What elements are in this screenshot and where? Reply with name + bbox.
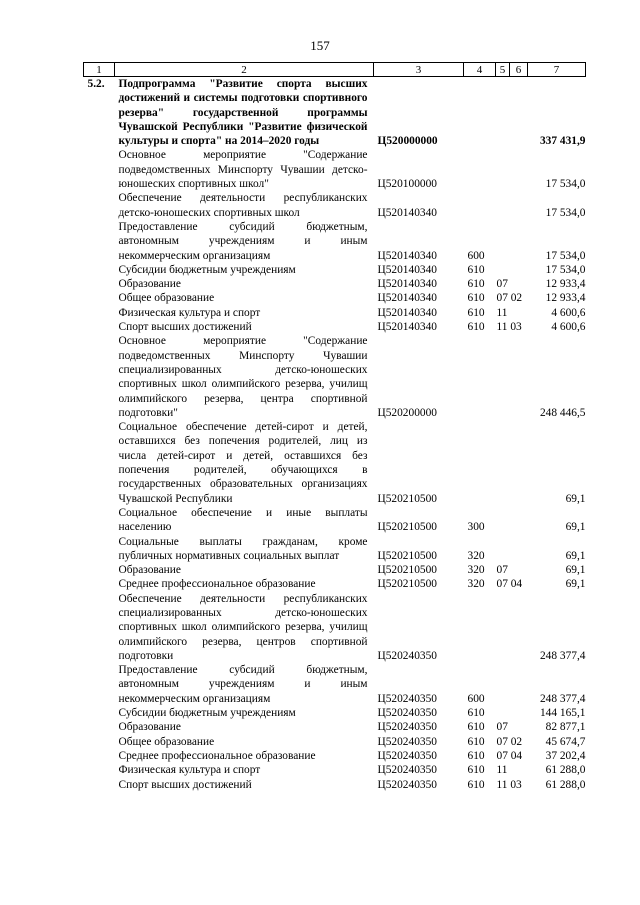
- row-number: [84, 720, 115, 734]
- table-header: [84, 63, 586, 77]
- header-col-7: 7: [528, 63, 586, 77]
- row-name: Обеспечение деятельности республиканских детско-юношеских спортивных школ: [118, 192, 368, 219]
- row-code: Ц520100000: [377, 178, 437, 191]
- row-section: 07: [496, 278, 508, 291]
- row-amount: 61 288,0: [545, 764, 586, 777]
- row-code: Ц520240350: [377, 649, 437, 662]
- row-group: 320: [467, 564, 485, 577]
- row-section: [496, 334, 528, 420]
- row-number: [84, 563, 115, 577]
- table-row: [84, 420, 586, 506]
- row-name: Подпрограмма "Развитие спорта высших достижений и системы подготовки спортивного резерва" государственной программы Чувашской Республики "Развитие физической культуры и спорта" на 2014–2020 годы: [118, 78, 368, 148]
- table-row: [84, 720, 586, 734]
- row-number: [84, 420, 115, 506]
- row-section: [496, 191, 528, 220]
- row-group: 320: [467, 578, 485, 591]
- row-code: Ц520210500: [377, 521, 437, 534]
- row-number: [84, 763, 115, 777]
- row-number: [84, 291, 115, 305]
- row-amount: 248 377,4: [539, 649, 586, 662]
- row-number: [84, 535, 115, 564]
- row-code: Ц520140340: [377, 278, 437, 291]
- row-code: Ц520210500: [377, 564, 437, 577]
- row-name: Основное мероприятие "Содержание подведомственных Минспорту Чувашии специализированных детско-юношеских спортивных школ олимпийского резерва, училищ олимпийского резерва, центра спортивной подготовки": [118, 335, 368, 419]
- header-col-5: 5: [496, 63, 510, 77]
- row-section: 07: [496, 721, 508, 734]
- row-group: 610: [467, 749, 485, 762]
- row-code: Ц520240350: [377, 764, 437, 777]
- row-group: 600: [467, 249, 485, 262]
- row-number: [84, 592, 115, 663]
- row-section: 07 02: [496, 735, 523, 748]
- row-group: [464, 191, 496, 220]
- row-amount: 248 446,5: [539, 406, 586, 419]
- row-code: Ц520210500: [377, 492, 437, 505]
- table-row: [84, 735, 586, 749]
- row-group: 300: [467, 521, 485, 534]
- table-row: [84, 577, 586, 591]
- row-code: Ц520140340: [377, 206, 437, 219]
- row-section: 11: [496, 306, 508, 319]
- row-amount: 248 377,4: [539, 692, 586, 705]
- row-code: Ц520240350: [377, 721, 437, 734]
- row-section: 11 03: [496, 321, 522, 334]
- row-section: 07 04: [496, 749, 523, 762]
- row-amount: 4 600,6: [551, 321, 586, 334]
- row-name: Субсидии бюджетным учреждениям: [118, 707, 296, 720]
- row-amount: 17 534,0: [545, 178, 586, 191]
- row-group: 610: [467, 321, 485, 334]
- row-amount: 45 674,7: [545, 735, 586, 748]
- row-amount: 82 877,1: [545, 721, 586, 734]
- row-section: [496, 663, 528, 706]
- table-row: [84, 535, 586, 564]
- table-row: [84, 320, 586, 334]
- budget-table: [83, 62, 586, 792]
- table-row: [84, 220, 586, 263]
- header-col-2: 2: [115, 63, 374, 77]
- page-number: 157: [310, 38, 330, 53]
- table-row: [84, 334, 586, 420]
- row-number: [84, 506, 115, 535]
- row-amount: 61 288,0: [545, 778, 586, 791]
- row-section: [496, 220, 528, 263]
- row-code: Ц520240350: [377, 749, 437, 762]
- header-row: [84, 63, 586, 77]
- row-name: Общее образование: [118, 735, 215, 748]
- row-section: [496, 77, 528, 149]
- row-number: [84, 263, 115, 277]
- row-group: 610: [467, 735, 485, 748]
- row-code: Ц520240350: [377, 735, 437, 748]
- header-col-6: 6: [510, 63, 528, 77]
- row-number: [84, 148, 115, 191]
- header-col-4: 4: [464, 63, 496, 77]
- row-amount: 17 534,0: [545, 249, 586, 262]
- row-group: 610: [467, 721, 485, 734]
- table-row: [84, 277, 586, 291]
- table-row: [84, 706, 586, 720]
- row-group: [464, 148, 496, 191]
- header-col-3: 3: [374, 63, 464, 77]
- row-number: [84, 778, 115, 792]
- row-section: [496, 592, 528, 663]
- row-amount: 17 534,0: [545, 206, 586, 219]
- row-name: Физическая культура и спорт: [118, 764, 261, 777]
- row-amount: 69,1: [565, 549, 586, 562]
- table-row: [84, 506, 586, 535]
- table-row: [84, 148, 586, 191]
- row-name: Субсидии бюджетным учреждениям: [118, 263, 296, 276]
- table-row: [84, 763, 586, 777]
- table-row: [84, 291, 586, 305]
- table-row: [84, 77, 586, 149]
- row-name: Спорт высших достижений: [118, 778, 252, 791]
- row-amount: 337 431,9: [539, 135, 586, 148]
- row-number: [84, 191, 115, 220]
- row-section: [496, 420, 528, 506]
- row-section: [496, 263, 528, 277]
- row-code: Ц520200000: [377, 406, 437, 419]
- row-name: Среднее профессиональное образование: [118, 749, 316, 762]
- row-number: [84, 735, 115, 749]
- row-amount: 37 202,4: [545, 749, 586, 762]
- row-name: Социальные выплаты гражданам, кроме публичных нормативных социальных выплат: [118, 535, 368, 562]
- row-code: Ц520210500: [377, 578, 437, 591]
- row-number: 5.2.: [87, 78, 105, 90]
- row-section: 11 03: [496, 778, 522, 791]
- row-name: Обеспечение деятельности республиканских специализированных детско-юношеских спортивных школ олимпийского резерва, училищ олимпийского резерва, центров спортивной подготовки: [118, 592, 368, 662]
- row-name: Социальное обеспечение детей-сирот и детей, оставшихся без попечения родителей, лиц из числа детей-сирот и детей, оставшихся без попечения родителей, обучающихся в государственных образовательных организациях Чувашской Республики: [118, 421, 368, 505]
- row-code: Ц520210500: [377, 549, 437, 562]
- row-name: Образование: [118, 564, 181, 577]
- row-number: [84, 663, 115, 706]
- row-group: 610: [467, 306, 485, 319]
- row-group: 610: [467, 278, 485, 291]
- row-section: 07 04: [496, 578, 523, 591]
- row-code: Ц520140340: [377, 292, 437, 305]
- row-group: 610: [467, 707, 485, 720]
- row-amount: 12 933,4: [545, 292, 586, 305]
- table-row: [84, 778, 586, 792]
- row-amount: 17 534,0: [545, 263, 586, 276]
- row-section: 07 02: [496, 292, 523, 305]
- row-name: Предоставление субсидий бюджетным, автономным учреждениям и иным некоммерческим организациям: [118, 220, 368, 262]
- row-number: [84, 320, 115, 334]
- row-section: 07: [496, 564, 508, 577]
- row-code: Ц520140340: [377, 321, 437, 334]
- table-row: [84, 306, 586, 320]
- row-amount: 69,1: [565, 492, 586, 505]
- row-code: Ц520000000: [377, 135, 438, 148]
- row-group: 320: [467, 549, 485, 562]
- row-amount: 12 933,4: [545, 278, 586, 291]
- row-number: [84, 749, 115, 763]
- row-number: [84, 334, 115, 420]
- table-row: [84, 563, 586, 577]
- row-amount: 69,1: [565, 564, 586, 577]
- row-code: Ц520240350: [377, 707, 437, 720]
- row-name: Общее образование: [118, 292, 215, 305]
- row-name: Образование: [118, 278, 181, 291]
- row-group: [464, 77, 496, 149]
- row-name: Спорт высших достижений: [118, 321, 252, 334]
- row-name: Образование: [118, 721, 181, 734]
- row-group: 610: [467, 292, 485, 305]
- row-number: [84, 577, 115, 591]
- table-row: [84, 263, 586, 277]
- row-name: Основное мероприятие "Содержание подведомственных Минспорту Чувашии детско-юношеских спортивных школ": [118, 149, 368, 191]
- row-group: 610: [467, 263, 485, 276]
- row-number: [84, 706, 115, 720]
- row-group: 610: [467, 778, 485, 791]
- row-name: Среднее профессиональное образование: [118, 578, 316, 591]
- row-number: [84, 220, 115, 263]
- table-row: [84, 663, 586, 706]
- table-body: [84, 77, 586, 792]
- row-group: [464, 592, 496, 663]
- row-code: Ц520140340: [377, 249, 437, 262]
- row-group: [464, 420, 496, 506]
- header-col-1: 1: [84, 63, 115, 77]
- row-code: Ц520140340: [377, 263, 437, 276]
- row-group: 600: [467, 692, 485, 705]
- row-group: [464, 334, 496, 420]
- table-row: [84, 592, 586, 663]
- row-name: Предоставление субсидий бюджетным, автономным учреждениям и иным некоммерческим организациям: [118, 664, 368, 705]
- row-code: Ц520240350: [377, 692, 437, 705]
- row-amount: 4 600,6: [551, 306, 586, 319]
- row-name: Физическая культура и спорт: [118, 306, 261, 319]
- row-code: Ц520140340: [377, 306, 437, 319]
- table-row: [84, 191, 586, 220]
- row-group: 610: [467, 764, 485, 777]
- row-amount: 69,1: [565, 521, 586, 534]
- row-section: 11: [496, 764, 508, 777]
- row-number: [84, 277, 115, 291]
- row-name: Социальное обеспечение и иные выплаты населению: [118, 506, 368, 534]
- row-amount: 69,1: [565, 578, 586, 591]
- row-section: [496, 706, 528, 720]
- row-amount: 144 165,1: [539, 707, 586, 720]
- row-section: [496, 535, 528, 564]
- row-section: [496, 506, 528, 535]
- row-section: [496, 148, 528, 191]
- row-code: Ц520240350: [377, 778, 437, 791]
- row-number: [84, 306, 115, 320]
- table-row: [84, 749, 586, 763]
